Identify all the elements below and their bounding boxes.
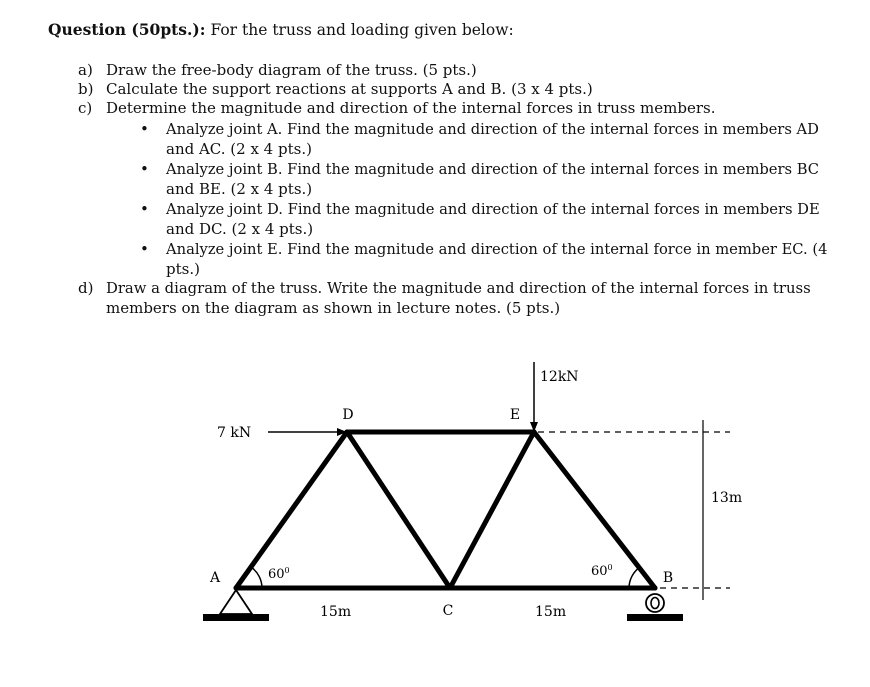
part-c-text: Determine the magnitude and direction of the internal forces in truss members. — [106, 99, 716, 117]
angle-left-label — [268, 566, 290, 582]
load-12kn-label: 12kN — [540, 369, 579, 385]
angle-left-degree: 0 — [284, 566, 290, 575]
bullet-dot: • — [140, 240, 149, 258]
span-right-label: 15m — [535, 604, 567, 620]
node-d-label: D — [342, 407, 354, 423]
support-a-pin — [203, 590, 269, 621]
load-7kn-label: 7 kN — [217, 425, 252, 441]
bullet-dot: • — [140, 200, 149, 218]
bullet-joint-b-line1: Analyze joint B. Find the magnitude and direction of the internal forces in members BC — [166, 161, 820, 178]
diagram-labels — [209, 369, 742, 620]
bullet-joint-a-line1: Analyze joint A. Find the magnitude and direction of the internal forces in members AD — [166, 121, 819, 138]
bullet-joint-d-line2: and DC. (2 x 4 pts.) — [166, 219, 314, 238]
angle-right-label — [591, 563, 613, 579]
angle-right-degree: 0 — [607, 563, 613, 572]
span-left-label: 15m — [320, 604, 352, 620]
member-dc — [347, 432, 450, 588]
question-heading: Question (50pts.): — [48, 20, 206, 39]
part-c-label: c) — [78, 99, 93, 117]
node-a-label: A — [209, 570, 221, 586]
member-ce — [450, 432, 534, 588]
part-d-label: d) — [78, 279, 94, 297]
bullet-joint-b-line2: and BE. (2 x 4 pts.) — [166, 179, 313, 198]
part-d-line1: Draw a diagram of the truss. Write the magnitude and direction of the internal forces in truss — [106, 280, 811, 297]
bullet-dot: • — [140, 120, 149, 138]
bullet-dot: • — [140, 160, 149, 178]
node-e-label: E — [509, 407, 521, 423]
node-b-label: B — [662, 570, 674, 586]
bullet-joint-a-line2: and AC. (2 x 4 pts.) — [166, 139, 312, 158]
height-label: 13m — [711, 490, 743, 506]
part-b-text: Calculate the support reactions at supports A and B. (3 x 4 pts.) — [106, 80, 593, 98]
bullet-joint-e-line1: Analyze joint E. Find the magnitude and direction of the internal force in member EC. (4 — [166, 241, 828, 258]
part-a-label: a) — [78, 61, 93, 79]
question-intro: For the truss and loading given below: — [210, 21, 514, 39]
part-d-line2: members on the diagram as shown in lecture notes. (5 pts.) — [106, 298, 561, 317]
angle-left-value: 60 — [268, 567, 285, 582]
part-b-label: b) — [78, 80, 94, 98]
load-12kn-arrow — [530, 362, 538, 432]
pin-support-triangle — [220, 590, 252, 614]
angle-right-value: 60 — [591, 564, 608, 579]
angle-arc-a — [251, 567, 262, 588]
load-7kn-arrow — [268, 428, 347, 436]
support-a-ground — [203, 614, 269, 621]
part-a-text: Draw the free-body diagram of the truss. (5 pts.) — [106, 61, 477, 79]
roller-inner — [651, 598, 659, 609]
support-b-roller — [627, 594, 683, 621]
bullet-joint-e-line2: pts.) — [166, 259, 200, 278]
member-ad — [236, 432, 347, 588]
support-b-ground — [627, 614, 683, 621]
node-c-label: C — [442, 603, 454, 619]
bullet-joint-d-line1: Analyze joint D. Find the magnitude and direction of the internal forces in members DE — [166, 201, 820, 218]
